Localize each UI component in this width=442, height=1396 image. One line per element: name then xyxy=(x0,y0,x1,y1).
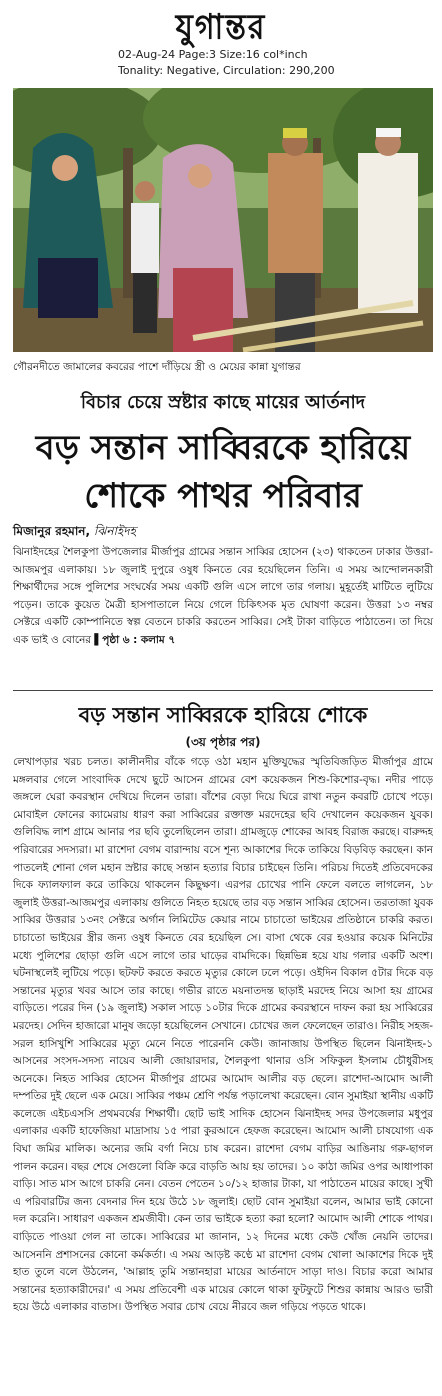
tonality-info: Tonality: Negative, Circulation: 290,200 xyxy=(118,64,335,77)
section-divider xyxy=(13,690,433,691)
byline xyxy=(13,523,433,539)
news-photo xyxy=(13,88,433,352)
article-headline xyxy=(13,424,433,520)
continuation-headline: বড় সন্তান সাব্বিরকে হারিয়ে শোকে xyxy=(78,702,368,727)
article-lede xyxy=(13,544,433,650)
article-kicker: বিচার চেয়ে স্রষ্টার কাছে মায়ের আর্তনাদ xyxy=(80,392,366,413)
photo-illustration xyxy=(13,88,433,352)
headline-line-1: বড় সন্তান সাব্বিরকে হারিয়ে xyxy=(35,428,411,468)
reporter-location: ঝিনাইদহ xyxy=(93,524,136,538)
headline-line-2: শোকে পাথর পরিবার xyxy=(84,476,362,516)
photo-caption: গৌরনদীতে জামালের কবরের পাশে দাঁড়িয়ে স্ত্রী ও মেয়ের কান্না যুগান্তর xyxy=(13,361,301,373)
article-body: লেখাপড়ার খরচ চলত। কালীনদীর বাঁকে গড়ে ওঠা মহান মুক্তিযুদ্ধের স্মৃতিবিজড়িত মীর্জাপুর গ্রামে মঙ্গলবার গেলে সাংবাদিক দেখে ছুটে আসেন গ্রামের বেশ কয়েকজন শিশু-কিশোর-বৃদ্ধ। নদীর পাড়ে জঙ্গলে ঘেরা কবরস্থান দেখিয়ে দিলেন তারা। বাঁশের বেড়া দিয়ে ঘিরে রাখা নতুন কবরটি চোখে পড়ে। মোবাইল ফোনের ক্যামেরায় ধারণ করা সাব্বিরের রক্তাক্ত মরদেহের ছবি দেখালেন কয়েকজন যুবক। গুলিবিদ্ধ লাশ গ্রামে আনার পর ছবি তুলেছিলেন তারা। গ্রামজুড়ে শোকের আবহ বিরাজ করছে। বারুদ্দহ পরিবারের সদস্যরা। মা রাশেদা বেগম বারান্দায় বসে শূন্য আকাশের দিকে তাকিয়ে বিড়বিড় করছেন। কান পাতলেই শোনা গেল মহান স্রষ্টার কাছে সন্তান হত্যার বিচার চাইছেন তিনি। পরিচয় দিতেই প্রতিবেদকের দিকে ফ্যালফ্যাল করে তাকিয়ে থাকলেন কিছুক্ষণ। এরপর চোখের পানি ফেলে বলতে লাগলেন, ১৮ জুলাই উত্তরা-আজমপুর এলাকায় গুলিতে নিহত হয়েছে তার বড় সন্তান সাব্বির হোসেন। তরতাজা যুবক সাব্বির উত্তরার ১৩নং সেক্টরে অর্গান লিমিটেড কেয়ার নামে চাচাতো ভাইয়ের প্রতিষ্ঠানে চাকরি করত। চাচাতো ভাইয়ের স্ত্রীর জন্য ওষুধ কিনতে বের হয়েছিল সে। বাসা থেকে বের হওয়ার কয়েক মিনিটের মধ্যে পুলিশের ছোড়া গুলি এসে লাগে তার ঘাড়ের বামদিকে। ছিন্নভিন্ন হয়ে যায় গলার একটি অংশ। ঘটনাস্থলেই লুটিয়ে পড়ে। ছটফট করতে করতে মৃত্যুর কোলে ঢলে পড়ে। ওইদিন বিকাল ৫টার দিকে বড় সন্তানের মৃত্যুর খবর আসে তার কাছে। গভীর রাতে ময়নাতদন্ত ছাড়াই মরদেহ নিয়ে আসা হয় গ্রামের বাড়িতে। পরের দিন (১৯ জুলাই) সকাল সাড়ে ১০টার দিকে গ্রামের কবরস্থানে দাফন করা হয় সাব্বিরের মরদেহ। সেদিন হাজারো মানুষ জড়ো হয়েছিলেন সেখানে। চোখের জল ফেলেছেন তারাও। নিরীহ সহজ-সরল হাসিখুশি সাব্বিরের মৃত্যু মেনে নিতে পারেননি কেউ। জানাজায় উপস্থিত ছিলেন ঝিনাইদহ-১ আসনের সংসদ-সদস্য নায়েব আলী জোয়ারদার, শৈলকুপা থানার ওসি সফিকুল ইসলাম চৌধুরীসহ অনেকে। নিহত সাব্বির হোসেন মীর্জাপুর গ্রামের আমোদ আলীর বড় ছেলে। রাশেদা-আমোদ আলী দম্পতির দুই ছেলে এক মেয়ে। সাব্বির পঞ্চম শ্রেণি পর্যন্ত পড়ালেখা করেছেন। বোন সুমাইয়া স্থানীয় একটি কলেজে এইচএসসি প্রথমবর্ষের শিক্ষার্থী। ছোট ভাই সাদিক হোসেন ঝিনাইদহ সদর উপজেলার মধুপুর এলাকার একটি হাফেজিয়া মাদ্রাসায় ১৫ পারা কুরআনে হেফজ করেছেন। আমোদ আলী চাষযোগ্য এক বিঘা জমির মালিক। অন্যের জমি বর্গা নিয়ে চাষ করেন। রাশেদা বেগম বাড়ির আঙিনায় গরু-ছাগল পালন করেন। বছর শেষে সেগুলো বিক্রি করে বাড়তি আয় হয় তাদের। ১০ কাঠা জমির ওপর আধাপাকা বাড়ি। সাত মাস আগে চাকরি নেন। বেতন পেতেন ১০/১২ হাজার টাকা, যা পাঠাতেন মায়ের কাছে। সুখী এ পরিবারটির জন্য বেদনার দিন হয়ে উঠে ১৮ জুলাই। ছোট বোন সুমাইয়া বলেন, আমার ভাই কোনো দল করেনি। সাধারণ একজন শ্রমজীবী। কেন তার ভাইকে হত্যা করা হলো? আমোদ আলী শোকে পাথর। বাড়িতে পাওয়া গেল না তাকে। সাব্বিরের মা জানান, ১২ দিনের মধ্যে কেউ খোঁজ নেয়নি তাদের। আসেননি প্রশাসনের কোনো কর্মকর্তা। এ সময় আড়ষ্ট কণ্ঠে মা রাশেদা বেগম খোলা আকাশের দিকে দুই হাত তুলে বলে উঠলেন, 'আল্লাহ তুমি সন্তানহারা মায়ের আর্তনাদে সাড়া দাও। বিচার করো আমার সন্তানের হত্যাকারীদের।' এ সময় প্রতিবেশী এক মায়ের কোলে থাকা ফুটফুটে শিশুর কান্নায় আরও ভারী হয়ে উঠে এলাকার বাতাস। উপস্থিত সবার চোখ বেয়ে নীরবে জল গড়িয়ে পড়তে থাকে। xyxy=(13,756,433,1314)
masthead xyxy=(0,0,442,46)
lede-text: ঝিনাইদহের শৈলকুপা উপজেলার মীর্জাপুর গ্রামের সন্তান সাব্বির হোসেন (২৩) থাকতেন ঢাকার উত্তরা-আজমপুর এলাকায়। ১৮ জুলাই দুপুরে ওষুধ কিনতে বের হয়েছিলেন তিনি। এ সময় আন্দোলনকারী শিক্ষার্থীদের সঙ্গে পুলিশের সংঘর্ষের সময় একটি গুলি এসে লাগে তার গলায়। মুহূর্তেই মাটিতে লুটিয়ে পড়েন। তাকে কুয়েত মৈত্রী হাসপাতালে নিয়ে গেলে চিকিৎসক মৃত ঘোষণা করেন। উত্তরা ১৩ নম্বর সেক্টরে একটি কোম্পানিতে স্বল্প বেতনে চাকরি করতেন সাব্বির। সেই টাকা বাড়িতে পাঠাতেন। তা দিয়ে এক ভাই ও বোনের xyxy=(13,546,433,646)
reporter-name: মিজানুর রহমান, xyxy=(13,524,91,538)
clip-info: 02-Aug-24 Page:3 Size:16 col*inch xyxy=(118,48,308,61)
continuation-subhead: (৩য় পৃষ্ঠার পর) xyxy=(185,735,261,749)
jump-reference: ▌পৃষ্ঠা ৬ : কলাম ৭ xyxy=(94,633,176,646)
newspaper-logo: যুগান্তর xyxy=(175,7,267,48)
